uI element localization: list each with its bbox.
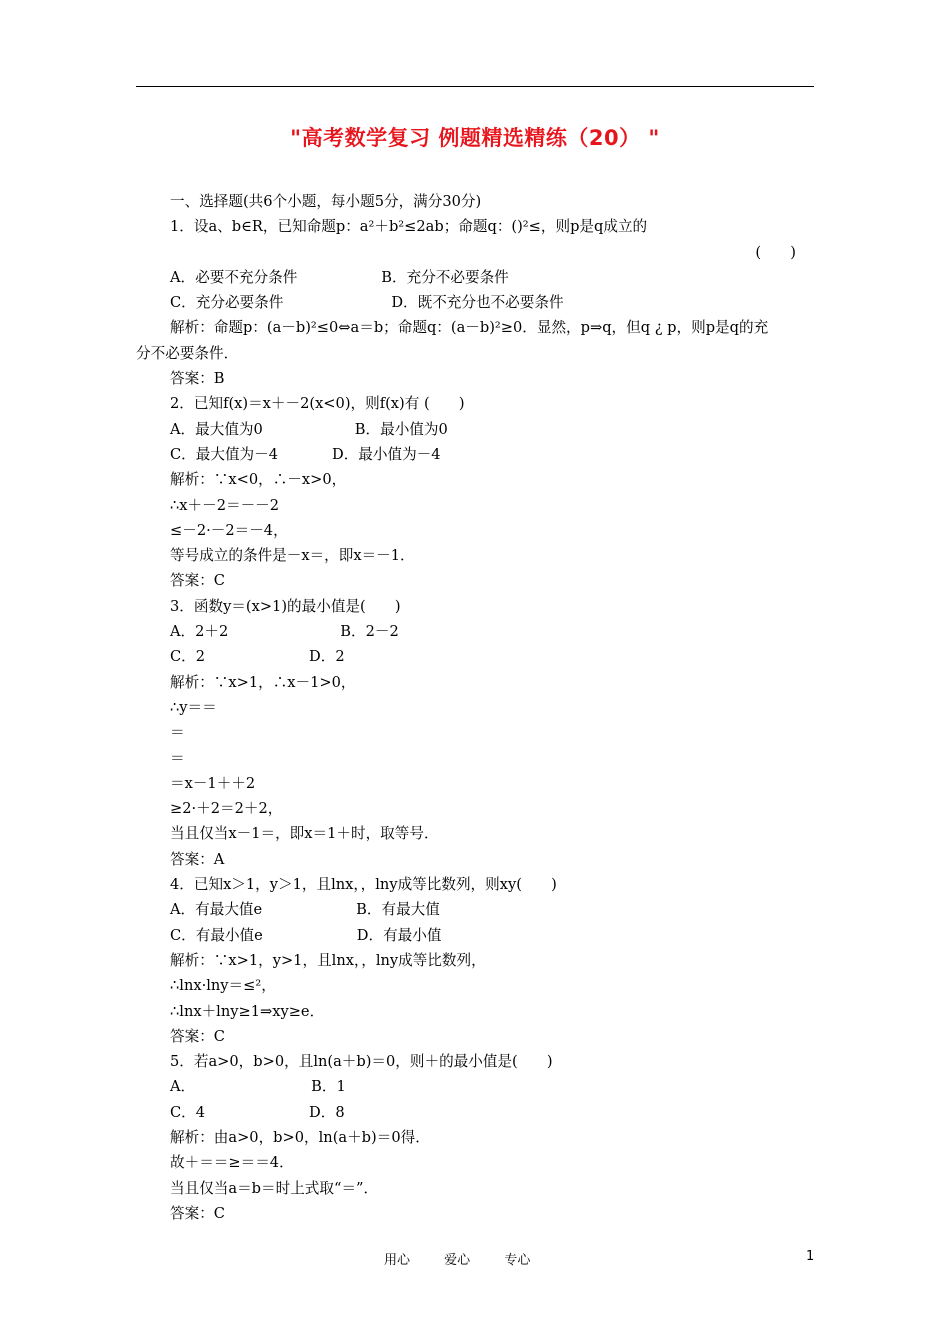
text-line: 等号成立的条件是－x＝，即x＝－1． xyxy=(170,547,415,565)
answer-option: C．2 xyxy=(170,648,206,666)
text-line: ≥2·＋2＝2＋2， xyxy=(170,800,283,818)
text-line xyxy=(170,442,818,467)
page-title: "高考数学复习 例题精选精练（20） " xyxy=(290,126,660,150)
text-line: 5．若a>0，b>0，且ln(a＋b)＝0，则＋的最小值是( ) xyxy=(170,1053,553,1071)
text-line: ＝x－1＋＋2 xyxy=(170,774,256,792)
text-line: ∴lnx·lny＝≤²， xyxy=(170,977,276,995)
text-line: 4．已知x＞1，y＞1，且lnx，，lny成等比数列，则xy( ) xyxy=(170,876,557,894)
text-line: 分不必要条件． xyxy=(136,344,239,362)
answer-option: C．最大值为－4 xyxy=(170,445,279,463)
answer-option: A．最大值为0 xyxy=(170,420,263,438)
answer-option: D．最小值为－4 xyxy=(332,445,441,463)
answer-option: D．既不充分也不必要条件 xyxy=(391,294,564,312)
answer-option: C．4 xyxy=(170,1103,206,1121)
footer-text-3: 专心 xyxy=(504,1253,531,1268)
text-line: 解析：由a>0，b>0，ln(a＋b)＝0得． xyxy=(170,1128,430,1146)
text-line xyxy=(170,265,818,290)
text-line: ＝ xyxy=(170,724,185,742)
text-line xyxy=(170,1074,818,1099)
text-line: ＝ xyxy=(170,749,185,767)
header-rule xyxy=(136,86,814,87)
text-line xyxy=(170,644,818,669)
text-line xyxy=(170,417,818,442)
text-line: 答案：C xyxy=(170,1027,225,1045)
answer-option: D．2 xyxy=(309,648,345,666)
text-line xyxy=(170,1100,818,1125)
text-line: ≤－2·－2＝－4， xyxy=(170,521,288,539)
text-line: 1．设a、b∈R，已知命题p：a²＋b²≤2ab；命题q：()²≤，则p是q成立的 xyxy=(170,218,648,236)
text-line: 一、选择题(共6个小题，每小题5分，满分30分) xyxy=(170,193,482,210)
text-line: 3．函数y＝(x>1)的最小值是( ) xyxy=(170,597,401,615)
text-line: 2．已知f(x)＝x＋－2(x<0)，则f(x)有 ( ) xyxy=(170,395,465,413)
answer-option: B．最小值为0 xyxy=(354,420,448,438)
page-number: 1 xyxy=(806,1249,815,1264)
text-line: 解析：∵x>1，y>1，且lnx，，lny成等比数列， xyxy=(170,951,486,969)
text-line xyxy=(170,923,818,948)
text-line: 答案：C xyxy=(170,572,225,590)
answer-option: A．有最大值e xyxy=(170,901,263,919)
text-line: 当且仅当x－1＝，即x＝1＋时，取等号． xyxy=(170,825,439,843)
text-line: ( ) xyxy=(755,243,796,261)
answer-option: B．充分不必要条件 xyxy=(381,268,509,286)
text-line xyxy=(170,290,818,315)
document-body xyxy=(136,189,818,1226)
text-line: ∴y＝＝ xyxy=(170,698,217,716)
answer-option: A．必要不充分条件 xyxy=(170,268,298,286)
answer-option: A． xyxy=(170,1078,196,1096)
answer-option: B．有最大值 xyxy=(356,901,440,919)
text-line: 答案：A xyxy=(170,850,225,868)
text-line: 答案：C xyxy=(170,1204,225,1222)
text-line: 答案：B xyxy=(170,370,225,388)
answer-option: C．充分必要条件 xyxy=(170,294,284,312)
answer-option: B．2－2 xyxy=(340,623,399,641)
text-line: ∴lnx＋lny≥1⇒xy≥e． xyxy=(170,1002,325,1020)
page-footer xyxy=(0,1249,950,1269)
answer-option: D．8 xyxy=(309,1103,345,1121)
footer-text-1: 用心 xyxy=(384,1253,411,1268)
text-line xyxy=(170,897,818,922)
text-line: 解析：命题p：(a－b)²≤0⇔a＝b；命题q：(a－b)²≥0．显然，p⇒q，但q ¿ p，则p是q的充 xyxy=(170,319,769,337)
text-line: 故＋＝＝≥＝＝4． xyxy=(170,1154,294,1172)
text-line xyxy=(170,619,818,644)
answer-option: B．1 xyxy=(311,1078,346,1096)
footer-text-2: 爱心 xyxy=(444,1253,471,1268)
text-line: 解析：∵x>1，∴x－1>0， xyxy=(170,673,356,691)
text-line: ∴x＋－2＝－－2 xyxy=(170,496,280,514)
text-line: 解析：∵x<0，∴－x>0， xyxy=(170,471,347,489)
answer-option: C．有最小值e xyxy=(170,926,263,944)
text-line: 当且仅当a＝b＝时上式取“＝”． xyxy=(170,1179,379,1197)
answer-option: A．2＋2 xyxy=(170,623,229,641)
answer-option: D．有最小值 xyxy=(356,926,442,944)
